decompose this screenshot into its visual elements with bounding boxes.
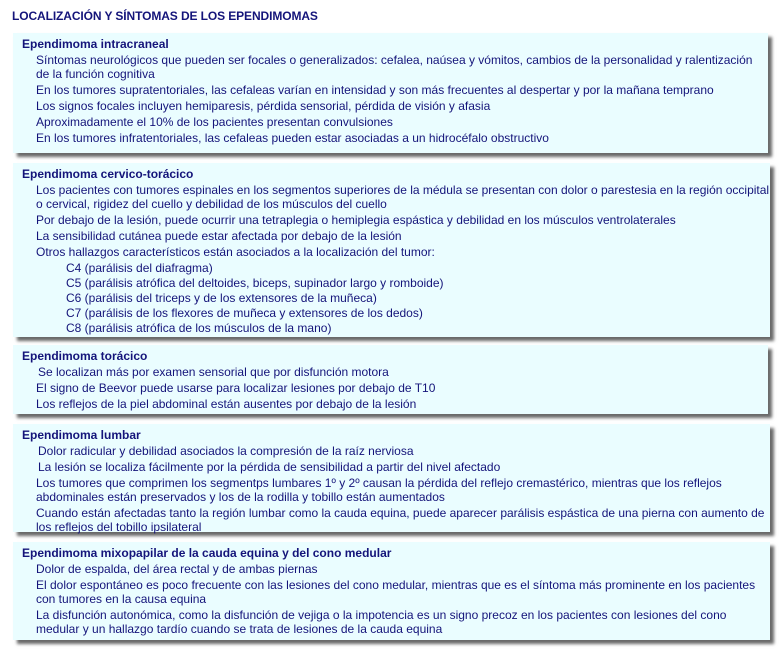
list-item: La lesión se localiza fácilmente por la pérdida de sensibilidad a partir del nivel afectado	[38, 460, 501, 474]
sub-list-item: C8 (parálisis atrófica de los músculos de la mano)	[66, 321, 332, 335]
symptom-list	[22, 562, 770, 636]
list-item: Cuando están afectadas tanto la región lumbar como la cauda equina, puede aparecer parálisis espástica de una pierna con aumento de los reflejos del tobillo ipsilateral	[36, 506, 765, 534]
section-title: Ependimoma torácico	[22, 349, 148, 363]
list-item: Por debajo de la lesión, puede ocurrir una tetraplegia o hemiplegia espástica y debilidad en los músculos ventrolaterales	[36, 213, 676, 227]
list-item: Dolor de espalda, del área rectal y de ambas piernas	[36, 562, 318, 576]
section-title: Ependimoma intracraneal	[22, 37, 169, 51]
section-cervico-toracico	[13, 163, 770, 337]
sub-list-item: C5 (parálisis atrófica del deltoides, biceps, supinador largo y romboide)	[66, 276, 444, 290]
section-toracico	[13, 345, 768, 414]
sub-list-item: C7 (parálisis de los flexores de muñeca y extensores de los dedos)	[66, 306, 423, 320]
section-intracraneal	[13, 33, 768, 153]
symptom-list	[22, 183, 770, 335]
list-item: Los reflejos de la piel abdominal están ausentes por debajo de la lesión	[36, 397, 417, 411]
list-item: Aproximadamente el 10% de los pacientes presentan convulsiones	[36, 115, 393, 129]
list-item: Otros hallazgos característicos están asociados a la localización del tumor:	[36, 245, 435, 259]
list-item: En los tumores supratentoriales, las cefaleas varían en intensidad y son más frecuentes al despertar y por la mañana temprano	[36, 83, 714, 97]
list-item: En los tumores infratentoriales, las cefaleas pueden estar asociadas a un hidrocéfalo obstructivo	[36, 131, 549, 145]
sub-list-item: C4 (parálisis del diafragma)	[66, 261, 213, 275]
symptom-list	[22, 444, 770, 534]
list-item: Dolor radicular y debilidad asociados la compresión de la raíz nerviosa	[38, 444, 414, 458]
section-title: Ependimoma mixopapilar de la cauda equina y del cono medular	[22, 546, 392, 560]
list-item: La sensibilidad cutánea puede estar afectada por debajo de la lesión	[36, 229, 402, 243]
list-item: El dolor espontáneo es poco frecuente con las lesiones del cono medular, mientras que es el síntoma más prominente en los pacientes con tumores en la causa equina	[36, 578, 756, 606]
list-item: El signo de Beevor puede usarse para localizar lesiones por debajo de T10	[36, 381, 436, 395]
list-item: Los signos focales incluyen hemiparesis, pérdida sensorial, pérdida de visión y afasia	[36, 99, 491, 113]
section-lumbar	[13, 424, 770, 532]
symptom-list	[22, 365, 768, 411]
section-title: Ependimoma cervico-torácico	[22, 167, 194, 181]
section-title: Ependimoma lumbar	[22, 428, 141, 442]
list-item: Síntomas neurológicos que pueden ser focales o generalizados: cefalea, naúsea y vómitos, cambios de la personalidad y ralentización de la función cognitiva	[36, 53, 753, 81]
page-title: LOCALIZACIÓN Y SÍNTOMAS DE LOS EPENDIMOMAS	[12, 9, 318, 23]
sub-list-item: C6 (parálisis del triceps y de los extensores de la muñeca)	[66, 291, 377, 305]
list-item: Se localizan más por examen sensorial que por disfunción motora	[38, 365, 389, 379]
list-item: Los pacientes con tumores espinales en los segmentos superiores de la médula se presentan con dolor o parestesia en la región occipital o cervical, rigidez del cuello y debilidad de los músculos del cuello	[36, 183, 770, 211]
symptom-list	[22, 53, 768, 145]
list-item: La disfunción autonómica, como la disfunción de vejiga o la impotencia es un signo precoz en los pacientes con lesiones del cono medular y un hallazgo tardío cuando se trata de lesiones de la cauda equina	[36, 608, 727, 636]
section-mixopapilar	[13, 542, 770, 640]
list-item: Los tumores que comprimen los segmentps lumbares 1º y 2º causan la pérdida del reflejo cremastérico, mientras que los reflejos abdominales están preservados y los de la rodilla y tobillo están aumentados	[36, 476, 722, 504]
